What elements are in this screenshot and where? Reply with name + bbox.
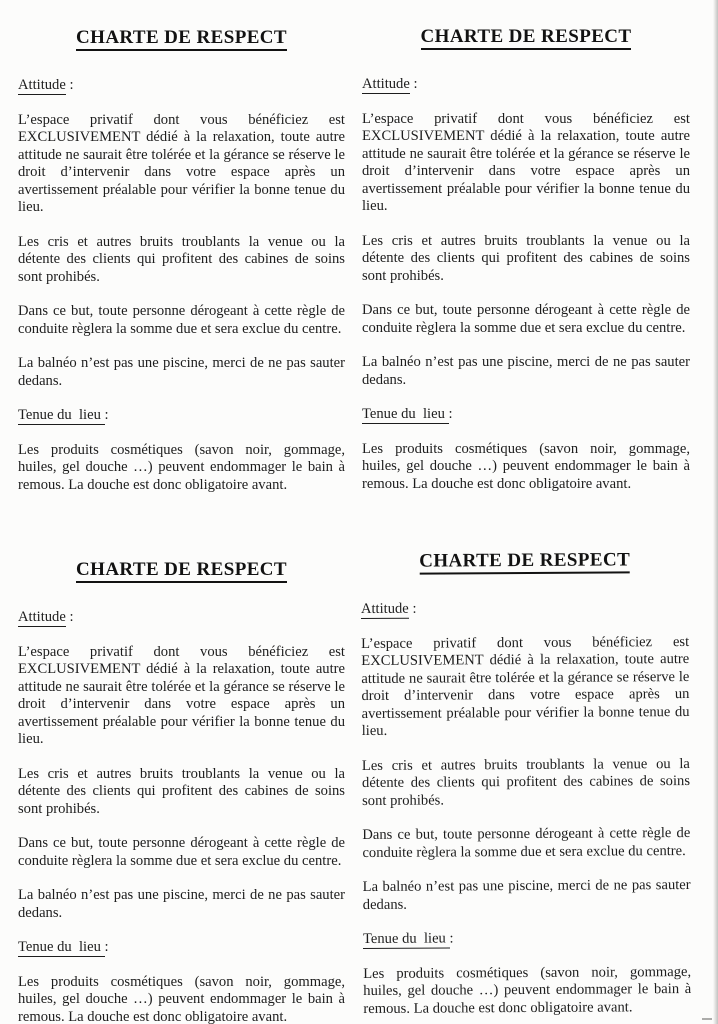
- paragraph-balneo: La balnéo n’est pas une piscine, merci de ne pas sauter dedans.: [18, 887, 345, 921]
- paragraph-espace-privatif: L’espace privatif dont vous bénéficiez est EXCLUSIVEMENT dédié à la relaxation, toute autre attitude ne saurait être tolérée et la gérance se réserve le droit d’intervenir dans votre espace après un avertissement préalable pour vérifier la bonne tenue du lieu.: [18, 111, 345, 215]
- paragraph-derogation: Dans ce but, toute personne dérogeant à cette règle de conduite règlera la somme due et sera exclue du centre.: [18, 303, 345, 337]
- paragraph-derogation: Dans ce but, toute personne dérogeant à cette règle de conduite règlera la somme due et sera exclue du centre.: [18, 835, 345, 869]
- tenue-heading: [18, 939, 345, 957]
- attitude-heading-label: Attitude: [360, 600, 409, 618]
- paragraph-cris-bruits: Les cris et autres bruits troublants la venue ou la détente des clients qui profitent des cabines de soins sont prohibés.: [18, 765, 345, 817]
- tenue-heading-label: Tenue du lieu: [362, 406, 449, 422]
- tenue-heading-label: Tenue du lieu: [18, 407, 105, 423]
- tenue-heading-colon: :: [448, 406, 453, 422]
- attitude-heading: [362, 76, 690, 94]
- paragraph-produits-cosmetiques: Les produits cosmétiques (savon noir, gommage, huiles, gel douche …) peuvent endommager le bain à remous. La douche est donc obligatoire avant.: [362, 440, 690, 492]
- charte-block-top-left: [18, 28, 345, 560]
- paragraph-produits-cosmetiques: Les produits cosmétiques (savon noir, gommage, huiles, gel douche …) peuvent endommager le bain à remous. La douche est donc obligatoire avant.: [363, 963, 692, 1017]
- tenue-heading-colon: :: [449, 930, 454, 947]
- charte-title-text: CHARTE DE RESPECT: [76, 559, 287, 583]
- attitude-heading-colon: :: [65, 609, 74, 625]
- charte-block-bottom-left: [18, 560, 345, 1024]
- charte-title-text: CHARTE DE RESPECT: [419, 549, 630, 574]
- tenue-heading: [363, 929, 691, 949]
- paragraph-cris-bruits: Les cris et autres bruits troublants la venue ou la détente des clients qui profitent des cabines de soins sont prohibés.: [18, 233, 345, 285]
- charte-title-text: CHARTE DE RESPECT: [76, 27, 287, 51]
- paragraph-derogation: Dans ce but, toute personne dérogeant à cette règle de conduite règlera la somme due et sera exclue du centre.: [362, 302, 690, 336]
- scan-edge-artifact: [713, 0, 718, 1024]
- charte-title-text: CHARTE DE RESPECT: [421, 26, 632, 50]
- tenue-heading-colon: :: [104, 407, 109, 423]
- charte-block-bottom-right: [361, 550, 692, 1016]
- tenue-heading-colon: :: [104, 939, 109, 955]
- tenue-heading-label: Tenue du lieu: [18, 939, 105, 955]
- paragraph-espace-privatif: L’espace privatif dont vous bénéficiez est EXCLUSIVEMENT dédié à la relaxation, toute autre attitude ne saurait être tolérée et la gérance se réserve le droit d’intervenir dans votre espace après un avertissement préalable pour vérifier la bonne tenue du lieu.: [362, 110, 690, 214]
- charte-title: [361, 550, 689, 572]
- paragraph-cris-bruits: Les cris et autres bruits troublants la venue ou la détente des clients qui profitent des cabines de soins sont prohibés.: [362, 232, 690, 284]
- tenue-heading-label: Tenue du lieu: [362, 930, 450, 947]
- paragraph-derogation: Dans ce but, toute personne dérogeant à cette règle de conduite règlera la somme due et sera exclue du centre.: [362, 824, 691, 861]
- paragraph-balneo: La balnéo n’est pas une piscine, merci de ne pas sauter dedans.: [362, 876, 691, 913]
- scan-speck-artifact: [702, 1018, 712, 1020]
- paragraph-balneo: La balnéo n’est pas une piscine, merci de ne pas sauter dedans.: [362, 354, 690, 388]
- attitude-heading-label: Attitude: [18, 77, 66, 93]
- attitude-heading: [18, 609, 345, 627]
- paragraph-espace-privatif: L’espace privatif dont vous bénéficiez est EXCLUSIVEMENT dédié à la relaxation, toute autre attitude ne saurait être tolérée et la gérance se réserve le droit d’intervenir dans votre espace après un avertissement préalable pour vérifier la bonne tenue du lieu.: [18, 643, 345, 747]
- paragraph-produits-cosmetiques: Les produits cosmétiques (savon noir, gommage, huiles, gel douche …) peuvent endommager le bain à remous. La douche est donc obligatoire avant.: [18, 973, 345, 1024]
- paragraph-balneo: La balnéo n’est pas une piscine, merci de ne pas sauter dedans.: [18, 355, 345, 389]
- charte-block-top-right: [362, 27, 690, 559]
- charte-title: [18, 28, 345, 48]
- tenue-heading: [18, 407, 345, 425]
- attitude-heading-label: Attitude: [18, 609, 66, 625]
- attitude-heading-colon: :: [408, 600, 417, 617]
- attitude-heading-colon: :: [409, 76, 418, 92]
- charte-title: [362, 27, 690, 47]
- attitude-heading-label: Attitude: [362, 76, 410, 92]
- attitude-heading-colon: :: [65, 77, 74, 93]
- charte-title: [18, 560, 345, 580]
- paragraph-cris-bruits: Les cris et autres bruits troublants la venue ou la détente des clients qui profitent des cabines de soins sont prohibés.: [361, 755, 691, 809]
- attitude-heading: [361, 599, 689, 619]
- tenue-heading: [362, 406, 690, 424]
- paragraph-espace-privatif: L’espace privatif dont vous bénéficiez est EXCLUSIVEMENT dédié à la relaxation, toute autre attitude ne saurait être tolérée et la gérance se réserve le droit d’intervenir dans votre espace après un avertissement préalable pour vérifier la bonne tenue du lieu.: [361, 633, 690, 740]
- paragraph-produits-cosmetiques: Les produits cosmétiques (savon noir, gommage, huiles, gel douche …) peuvent endommager le bain à remous. La douche est donc obligatoire avant.: [18, 441, 345, 493]
- attitude-heading: [18, 77, 345, 95]
